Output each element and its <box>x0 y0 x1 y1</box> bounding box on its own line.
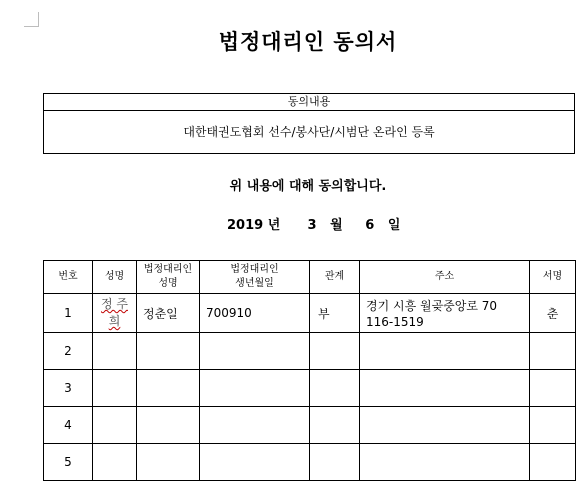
consent-body: 대한태권도협회 선수/봉사단/시범단 온라인 등록 <box>183 125 435 139</box>
row-rep-birth[interactable] <box>200 407 310 444</box>
row-address[interactable] <box>360 407 530 444</box>
page-corner-mark <box>24 12 39 27</box>
row-rep-birth[interactable]: 700910 <box>200 294 310 333</box>
row-rep-name[interactable] <box>137 333 200 370</box>
header-name: 성명 <box>93 261 137 294</box>
row-signature[interactable] <box>530 444 576 481</box>
row-address[interactable] <box>360 294 530 333</box>
row-rep-birth[interactable] <box>200 370 310 407</box>
row-number[interactable]: 1 <box>44 294 93 333</box>
header-relation: 관계 <box>310 261 360 294</box>
row-relation[interactable] <box>310 407 360 444</box>
row-signature[interactable] <box>530 407 576 444</box>
row-signature[interactable] <box>530 333 576 370</box>
row-name[interactable] <box>93 407 137 444</box>
row-number[interactable]: 3 <box>44 370 93 407</box>
row-rep-name[interactable]: 정춘일 <box>137 294 200 333</box>
row-rep-birth[interactable] <box>200 444 310 481</box>
date-year: 2019 <box>227 218 264 233</box>
row-name[interactable] <box>93 294 137 333</box>
row-number[interactable]: 2 <box>44 333 93 370</box>
date-year-unit: 년 <box>267 218 281 233</box>
row-address[interactable] <box>360 333 530 370</box>
table-row <box>44 370 576 407</box>
row-rep-name[interactable] <box>137 407 200 444</box>
row-address-text: 경기 시흥 월곶중앙로 70 116-1519 <box>366 299 498 329</box>
guardian-table <box>43 260 576 481</box>
header-number: 번호 <box>44 261 93 294</box>
row-number[interactable]: 4 <box>44 407 93 444</box>
header-rep-birth: 법정대리인 생년월일 <box>200 261 310 294</box>
table-row <box>44 444 576 481</box>
header-rep-name: 법정대리인 성명 <box>137 261 200 294</box>
row-signature[interactable]: 춘 <box>530 294 576 333</box>
header-signature: 서명 <box>530 261 576 294</box>
row-rep-birth[interactable] <box>200 333 310 370</box>
document-title: 법정대리인 동의서 <box>218 30 398 54</box>
row-rep-name[interactable] <box>137 370 200 407</box>
table-row <box>44 333 576 370</box>
row-relation[interactable]: 부 <box>310 294 360 333</box>
row-rep-name[interactable] <box>137 444 200 481</box>
row-name[interactable] <box>93 370 137 407</box>
date-line <box>227 214 400 233</box>
date-month: 3 <box>307 218 317 233</box>
row-name[interactable] <box>93 444 137 481</box>
row-number[interactable]: 5 <box>44 444 93 481</box>
row-relation[interactable] <box>310 370 360 407</box>
row-address[interactable] <box>360 444 530 481</box>
header-address: 주소 <box>360 261 530 294</box>
date-day: 6 <box>365 218 375 233</box>
table-row <box>44 294 576 333</box>
table-row <box>44 407 576 444</box>
date-month-unit: 월 <box>330 218 343 233</box>
row-relation[interactable] <box>310 444 360 481</box>
consent-box <box>43 93 575 154</box>
row-name[interactable] <box>93 333 137 370</box>
date-day-unit: 일 <box>387 218 401 233</box>
row-signature[interactable] <box>530 370 576 407</box>
table-header-row <box>44 261 576 294</box>
consent-header: 동의내용 <box>44 94 574 111</box>
agreement-statement: 위 내용에 대해 동의합니다. <box>229 179 387 194</box>
row-relation[interactable] <box>310 333 360 370</box>
row-address[interactable] <box>360 370 530 407</box>
row-name-text: 정 주 희 <box>101 297 128 328</box>
